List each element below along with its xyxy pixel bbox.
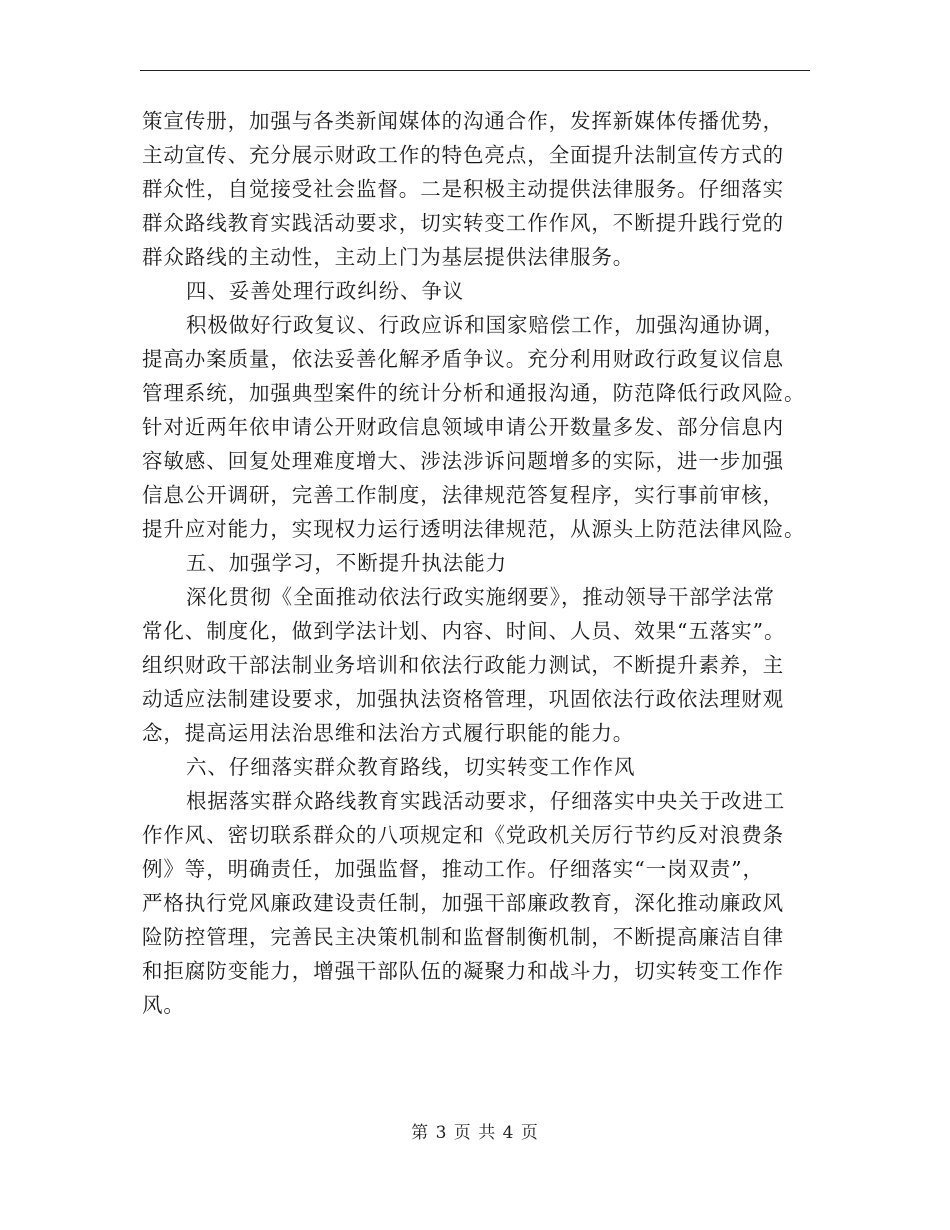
text-line: 群众路线教育实践活动要求，切实转变工作作风，不断提升践行党的 [142,211,784,235]
text-line: 组织财政干部法制业务培训和依法行政能力测试，不断提升素养，主 [142,653,784,677]
text-line: 信息公开调研，完善工作制度，法律规范答复程序，实行事前审核， [142,483,784,507]
text-line: 根据落实群众路线教育实践活动要求，仔细落实中央关于改进工 [186,789,786,813]
text-line: 群众路线的主动性，主动上门为基层提供法律服务。 [142,245,635,269]
text-line: 作作风、密切联系群众的八项规定和《党政机关厉行节约反对浪费条 [142,823,784,847]
page-number-label: 第 3 页 共 4 页 [411,1123,539,1143]
text-line: 提升应对能力，实现权力运行透明法律规范，从源头上防范法律风险。 [142,517,806,541]
text-line: 和拒腐防变能力，增强干部队伍的凝聚力和战斗力，切实转变工作作 [142,959,784,983]
section-heading: 四、妥善处理行政纠纷、争议 [186,279,465,303]
text-line: 动适应法制建设要求，加强执法资格管理，巩固依法行政依法理财观 [142,687,784,711]
text-line: 风。 [142,993,185,1017]
text-line: 策宣传册，加强与各类新闻媒体的沟通合作，发挥新媒体传播优势， [142,109,784,133]
header-rule [140,70,810,71]
section-heading: 六、仔细落实群众教育路线，切实转变工作作风 [186,755,636,779]
page-footer [0,1118,950,1143]
section-heading: 五、加强学习，不断提升执法能力 [186,551,507,575]
text-line: 针对近两年依申请公开财政信息领域申请公开数量多发、部分信息内 [142,415,784,439]
text-line: 念，提高运用法治思维和法治方式履行职能的能力。 [142,721,635,745]
text-line: 险防控管理，完善民主决策机制和监督制衡机制，不断提高廉洁自律 [142,925,784,949]
text-line: 群众性，自觉接受社会监督。二是积极主动提供法律服务。仔细落实 [142,177,784,201]
text-line: 严格执行党风廉政建设责任制，加强干部廉政教育，深化推动廉政风 [142,891,784,915]
text-line: 例》等，明确责任，加强监督，推动工作。仔细落实“一岗双责”， [142,857,764,881]
document-body [142,104,810,1022]
text-line: 深化贯彻《全面推动依法行政实施纲要》，推动领导干部学法常 [186,585,775,609]
text-line: 常化、制度化，做到学法计划、内容、时间、人员、效果“五落实”。 [142,619,786,643]
text-line: 积极做好行政复议、行政应诉和国家赔偿工作，加强沟通协调， [186,313,786,337]
text-line: 提高办案质量，依法妥善化解矛盾争议。充分利用财政行政复议信息 [142,347,784,371]
text-line: 容敏感、回复处理难度增大、涉法涉诉问题增多的实际，进一步加强 [142,449,784,473]
text-line: 主动宣传、充分展示财政工作的特色亮点，全面提升法制宣传方式的 [142,143,784,167]
text-line: 管理系统，加强典型案件的统计分析和通报沟通，防范降低行政风险。 [142,381,806,405]
